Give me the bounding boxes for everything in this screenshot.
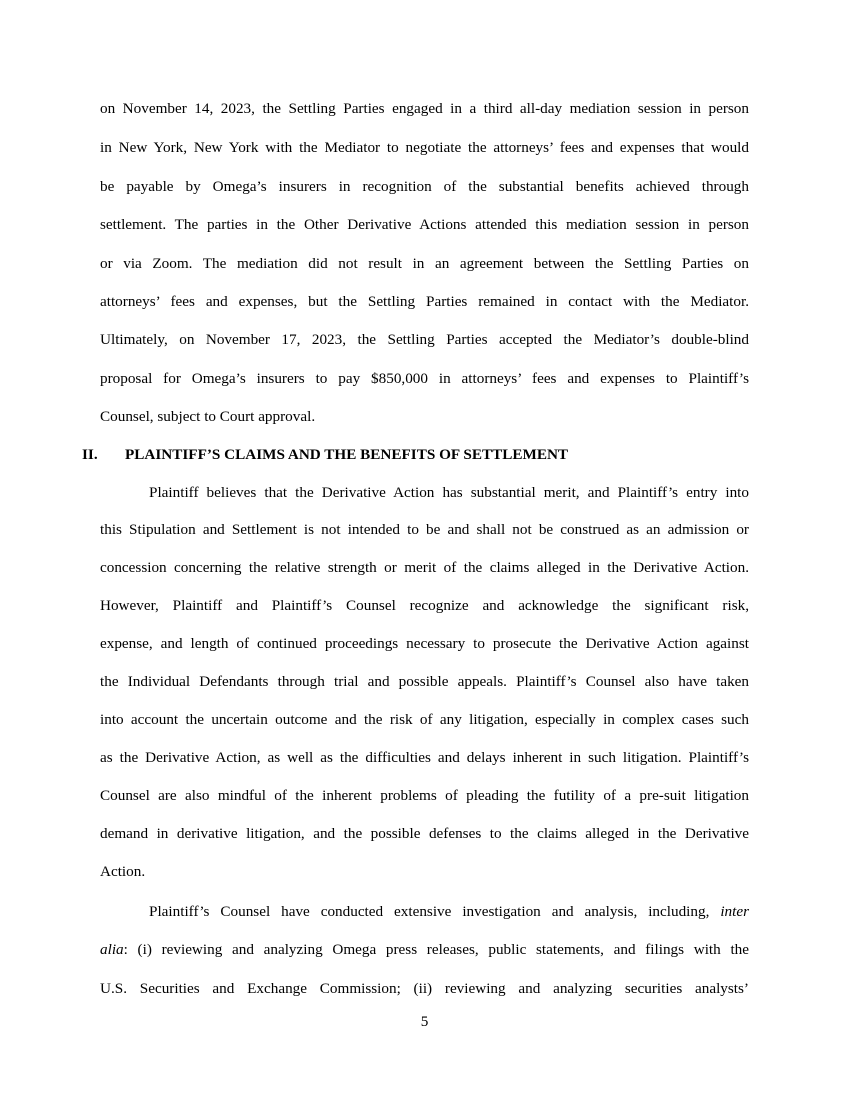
paragraph-1-line-9: Counsel, subject to Court approval. (100, 408, 316, 425)
paragraph-2-line-6: the Individual Defendants through trial and possible appeals. Plaintiff’s Counsel also have taken (100, 673, 749, 690)
paragraph-2-line-5: expense, and length of continued proceedings necessary to prosecute the Derivative Action against (100, 635, 749, 652)
paragraph-3-italic-inter: inter (720, 903, 750, 920)
paragraph-2-line-1: Plaintiff believes that the Derivative Action has substantial merit, and Plaintiff’s entry into (149, 484, 749, 501)
section-number: II. (82, 446, 98, 463)
paragraph-3-italic-alia: alia (100, 941, 124, 958)
paragraph-1-line-8: proposal for Omega’s insurers to pay $850,000 in attorneys’ fees and expenses to Plaintiff’s (100, 370, 749, 387)
paragraph-1-line-3: be payable by Omega’s insurers in recognition of the substantial benefits achieved through (100, 178, 749, 195)
paragraph-1-line-2: in New York, New York with the Mediator to negotiate the attorneys’ fees and expenses that would (100, 139, 749, 156)
paragraph-3-line-2 (100, 941, 749, 959)
section-title: PLAINTIFF’S CLAIMS AND THE BENEFITS OF SETTLEMENT (125, 446, 569, 463)
paragraph-2-line-3: concession concerning the relative strength or merit of the claims alleged in the Derivative Action. (100, 559, 749, 576)
paragraph-1-line-1: on November 14, 2023, the Settling Parties engaged in a third all-day mediation session in person (100, 100, 749, 117)
paragraph-1-line-6: attorneys’ fees and expenses, but the Settling Parties remained in contact with the Mediator. (100, 293, 749, 310)
paragraph-3-line-3: U.S. Securities and Exchange Commission; (ii) reviewing and analyzing securities analysts’ (100, 980, 749, 997)
paragraph-2-line-11: Action. (100, 863, 146, 880)
paragraph-1-line-7: Ultimately, on November 17, 2023, the Settling Parties accepted the Mediator’s double-blind (100, 331, 749, 348)
paragraph-2-line-9: Counsel are also mindful of the inherent problems of pleading the futility of a pre-suit litigation (100, 787, 749, 804)
paragraph-2-line-8: as the Derivative Action, as well as the difficulties and delays inherent in such litigation. Plaintiff’s (100, 749, 749, 766)
paragraph-1-line-5: or via Zoom. The mediation did not result in an agreement between the Settling Parties on (100, 255, 749, 272)
section-heading (82, 446, 568, 464)
paragraph-1-line-4: settlement. The parties in the Other Derivative Actions attended this mediation session in person (100, 216, 749, 233)
paragraph-3-line-1-text: Plaintiff’s Counsel have conducted extensive investigation and analysis, including, (149, 903, 710, 920)
paragraph-2-line-7: into account the uncertain outcome and the risk of any litigation, especially in complex cases such (100, 711, 749, 728)
paragraph-2-line-10: demand in derivative litigation, and the possible defenses to the claims alleged in the Derivative (100, 825, 749, 842)
paragraph-3-line-2-text: : (i) reviewing and analyzing Omega press releases, public statements, and filings with the (123, 941, 749, 958)
page-number: 5 (420, 1013, 429, 1030)
paragraph-2-line-2: this Stipulation and Settlement is not intended to be and shall not be construed as an admission or (100, 521, 749, 538)
paragraph-3-line-1 (149, 903, 749, 921)
paragraph-2-line-4: However, Plaintiff and Plaintiff’s Counsel recognize and acknowledge the significant risk, (100, 597, 749, 614)
